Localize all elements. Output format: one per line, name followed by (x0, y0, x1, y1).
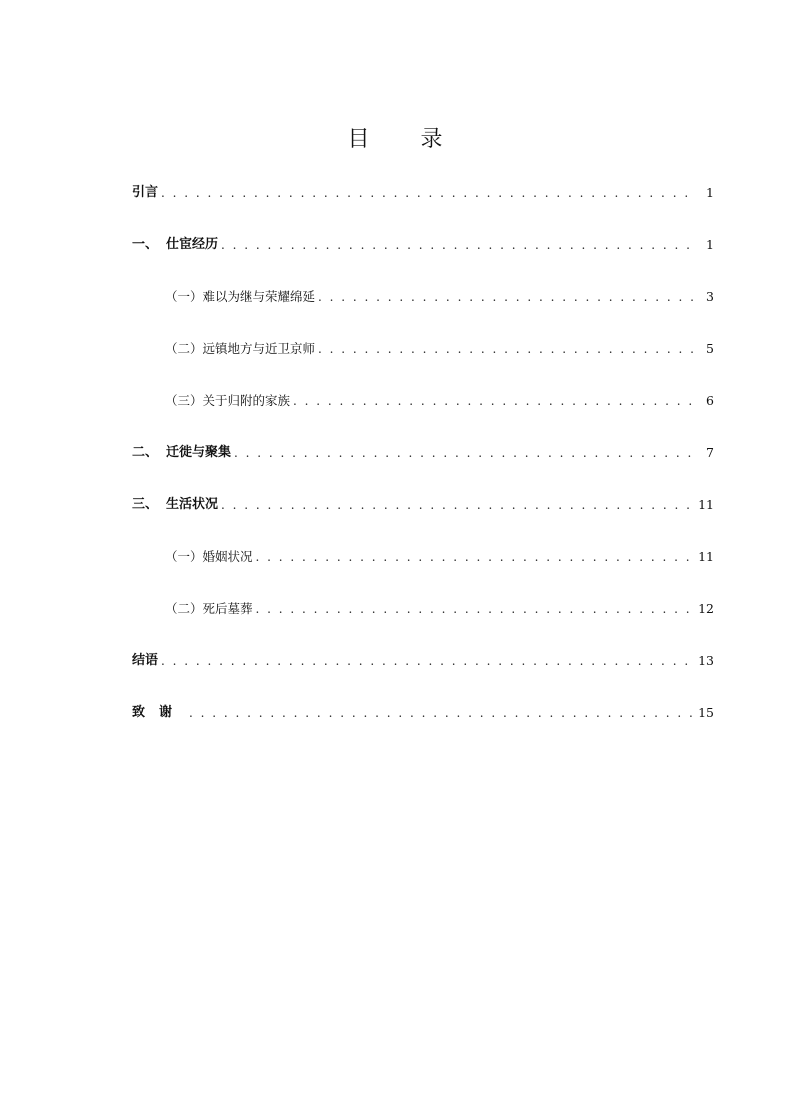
toc-entry-label: 生活状况 (166, 497, 219, 512)
toc-entry-number: 二、 (132, 445, 159, 460)
toc-entry-page: 13 (698, 653, 714, 668)
toc-entry-page: 1 (706, 237, 714, 252)
toc-leader-dots (161, 183, 697, 203)
toc-entry-label: （一）婚姻状况 (165, 549, 253, 564)
toc-entry-page: 7 (706, 445, 714, 460)
toc-entry-label: （三）关于归附的家族 (165, 393, 291, 408)
toc-leader-dots (221, 495, 695, 515)
toc-entry-acknowledgements[interactable] (132, 703, 714, 755)
toc-entry-chapter-2[interactable] (132, 443, 714, 495)
toc-entry-number: 一、 (132, 237, 159, 252)
toc-leader-dots (318, 287, 697, 307)
toc-entry-page: 6 (706, 393, 714, 408)
toc-title: 目 录 (347, 127, 465, 152)
toc-entry-chapter-1[interactable] (132, 235, 714, 287)
toc-entry-label: （二）远镇地方与近卫京师 (165, 341, 316, 356)
toc-entry-section-1-1[interactable] (132, 287, 714, 339)
toc-entry-label: 仕宦经历 (166, 237, 219, 252)
toc-leader-dots (318, 339, 697, 359)
toc-entry-label: 结语 (132, 653, 159, 668)
toc-leader-dots (161, 651, 695, 671)
toc-leader-dots (293, 391, 697, 411)
toc-leader-dots (189, 703, 695, 723)
toc-entry-section-3-1[interactable] (132, 547, 714, 599)
toc-entry-chapter-3[interactable] (132, 495, 714, 547)
table-of-contents (132, 183, 714, 755)
toc-entry-page: 11 (698, 549, 714, 564)
toc-entry-page: 3 (706, 289, 714, 304)
toc-entry-section-3-2[interactable] (132, 599, 714, 651)
toc-entry-label: （一）难以为继与荣耀绵延 (165, 289, 316, 304)
toc-leader-dots (234, 443, 697, 463)
toc-entry-conclusion[interactable] (132, 651, 714, 703)
toc-entry-label: （二）死后墓葬 (165, 601, 253, 616)
toc-entry-page: 1 (706, 185, 714, 200)
toc-leader-dots (256, 599, 696, 619)
toc-leader-dots (221, 235, 697, 255)
toc-entry-page: 11 (698, 497, 714, 512)
toc-entry-intro[interactable] (132, 183, 714, 235)
toc-entry-label: 引言 (132, 185, 159, 200)
toc-entry-section-1-2[interactable] (132, 339, 714, 391)
toc-entry-page: 5 (706, 341, 714, 356)
toc-entry-page: 15 (698, 705, 714, 720)
toc-entry-page: 12 (698, 601, 714, 616)
toc-entry-section-1-3[interactable] (132, 391, 714, 443)
toc-entry-number: 三、 (132, 497, 159, 512)
toc-entry-label: 迁徙与聚集 (166, 445, 232, 460)
toc-entry-label: 致谢 (132, 705, 187, 720)
toc-leader-dots (256, 547, 696, 567)
